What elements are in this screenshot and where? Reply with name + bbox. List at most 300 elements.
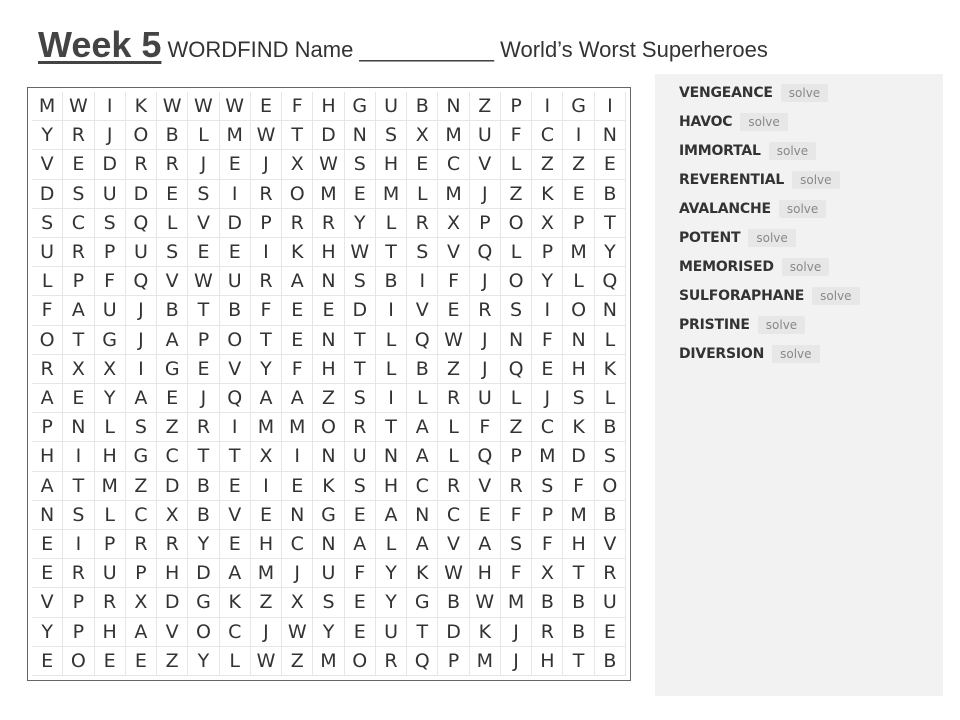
solve-button[interactable]: solve — [779, 200, 826, 218]
grid-cell[interactable]: O — [345, 647, 376, 676]
grid-cell[interactable]: D — [126, 180, 157, 209]
grid-cell[interactable]: O — [220, 326, 251, 355]
grid-cell[interactable]: M — [313, 180, 344, 209]
grid-cell[interactable]: W — [438, 559, 469, 588]
grid-cell[interactable]: B — [438, 588, 469, 617]
grid-cell[interactable]: C — [157, 442, 188, 471]
grid-cell[interactable]: R — [95, 588, 126, 617]
grid-cell[interactable]: P — [563, 209, 594, 238]
grid-cell[interactable]: G — [188, 588, 219, 617]
grid-cell[interactable]: L — [157, 209, 188, 238]
grid-cell[interactable]: F — [532, 326, 563, 355]
grid-cell[interactable]: E — [220, 530, 251, 559]
grid-cell[interactable]: W — [188, 267, 219, 296]
solve-button[interactable]: solve — [812, 287, 859, 305]
grid-cell[interactable]: T — [63, 472, 94, 501]
grid-cell[interactable]: Z — [157, 647, 188, 676]
grid-cell[interactable]: E — [407, 150, 438, 179]
grid-cell[interactable]: H — [563, 355, 594, 384]
grid-cell[interactable]: J — [501, 618, 532, 647]
grid-cell[interactable]: O — [595, 472, 626, 501]
grid-cell[interactable]: U — [220, 267, 251, 296]
grid-cell[interactable]: I — [282, 442, 313, 471]
grid-cell[interactable]: M — [501, 588, 532, 617]
grid-cell[interactable]: A — [251, 384, 282, 413]
grid-cell[interactable]: G — [345, 92, 376, 121]
grid-cell[interactable]: X — [95, 355, 126, 384]
grid-cell[interactable]: J — [251, 150, 282, 179]
grid-cell[interactable]: D — [95, 150, 126, 179]
grid-cell[interactable]: Z — [126, 472, 157, 501]
grid-cell[interactable]: Q — [407, 647, 438, 676]
grid-cell[interactable]: E — [345, 588, 376, 617]
grid-cell[interactable]: X — [282, 588, 313, 617]
grid-cell[interactable]: H — [563, 530, 594, 559]
grid-cell[interactable]: S — [532, 472, 563, 501]
grid-cell[interactable]: Z — [438, 355, 469, 384]
grid-cell[interactable]: S — [63, 501, 94, 530]
grid-cell[interactable]: S — [157, 238, 188, 267]
grid-cell[interactable]: Y — [95, 384, 126, 413]
grid-cell[interactable]: N — [501, 326, 532, 355]
grid-cell[interactable]: L — [501, 150, 532, 179]
grid-cell[interactable]: E — [32, 559, 63, 588]
grid-cell[interactable]: E — [220, 472, 251, 501]
grid-cell[interactable]: G — [95, 326, 126, 355]
grid-cell[interactable]: L — [407, 180, 438, 209]
grid-cell[interactable]: V — [220, 355, 251, 384]
grid-cell[interactable]: E — [532, 355, 563, 384]
grid-cell[interactable]: O — [126, 121, 157, 150]
grid-cell[interactable]: C — [438, 501, 469, 530]
grid-cell[interactable]: J — [188, 384, 219, 413]
grid-cell[interactable]: B — [188, 472, 219, 501]
grid-cell[interactable]: F — [501, 501, 532, 530]
grid-cell[interactable]: R — [126, 530, 157, 559]
grid-cell[interactable]: A — [345, 530, 376, 559]
grid-cell[interactable]: X — [251, 442, 282, 471]
grid-cell[interactable]: T — [282, 121, 313, 150]
grid-cell[interactable]: W — [313, 150, 344, 179]
grid-cell[interactable]: X — [282, 150, 313, 179]
grid-cell[interactable]: K — [407, 559, 438, 588]
grid-cell[interactable]: M — [313, 647, 344, 676]
grid-cell[interactable]: R — [251, 267, 282, 296]
grid-cell[interactable]: V — [438, 530, 469, 559]
grid-cell[interactable]: E — [251, 92, 282, 121]
grid-cell[interactable]: J — [470, 326, 501, 355]
grid-cell[interactable]: W — [251, 647, 282, 676]
solve-button[interactable]: solve — [772, 345, 819, 363]
grid-cell[interactable]: F — [32, 296, 63, 325]
grid-cell[interactable]: A — [32, 472, 63, 501]
grid-cell[interactable]: H — [95, 442, 126, 471]
grid-cell[interactable]: R — [345, 413, 376, 442]
grid-cell[interactable]: Q — [220, 384, 251, 413]
grid-cell[interactable]: E — [188, 355, 219, 384]
grid-cell[interactable]: B — [157, 121, 188, 150]
grid-cell[interactable]: F — [532, 530, 563, 559]
grid-cell[interactable]: P — [95, 530, 126, 559]
solve-button[interactable]: solve — [782, 258, 829, 276]
grid-cell[interactable]: P — [251, 209, 282, 238]
grid-cell[interactable]: X — [407, 121, 438, 150]
grid-cell[interactable]: H — [313, 355, 344, 384]
grid-cell[interactable]: L — [595, 384, 626, 413]
grid-cell[interactable]: V — [220, 501, 251, 530]
grid-cell[interactable]: I — [63, 530, 94, 559]
grid-cell[interactable]: E — [126, 647, 157, 676]
grid-cell[interactable]: D — [188, 559, 219, 588]
grid-cell[interactable]: B — [595, 180, 626, 209]
grid-cell[interactable]: T — [345, 326, 376, 355]
grid-cell[interactable]: I — [595, 92, 626, 121]
grid-cell[interactable]: M — [282, 413, 313, 442]
grid-cell[interactable]: W — [63, 92, 94, 121]
grid-cell[interactable]: L — [32, 267, 63, 296]
grid-cell[interactable]: E — [470, 501, 501, 530]
grid-cell[interactable]: P — [63, 588, 94, 617]
grid-cell[interactable]: V — [32, 150, 63, 179]
grid-cell[interactable]: S — [95, 209, 126, 238]
grid-cell[interactable]: O — [313, 413, 344, 442]
grid-cell[interactable]: F — [95, 267, 126, 296]
grid-cell[interactable]: F — [501, 559, 532, 588]
grid-cell[interactable]: Q — [595, 267, 626, 296]
grid-cell[interactable]: O — [282, 180, 313, 209]
grid-cell[interactable]: B — [595, 501, 626, 530]
grid-cell[interactable]: M — [438, 121, 469, 150]
grid-cell[interactable]: I — [376, 296, 407, 325]
grid-cell[interactable]: C — [532, 121, 563, 150]
grid-cell[interactable]: H — [376, 472, 407, 501]
grid-cell[interactable]: D — [157, 588, 188, 617]
grid-cell[interactable]: K — [563, 413, 594, 442]
grid-cell[interactable]: P — [470, 209, 501, 238]
grid-cell[interactable]: U — [470, 121, 501, 150]
grid-cell[interactable]: L — [501, 384, 532, 413]
grid-cell[interactable]: W — [220, 92, 251, 121]
grid-cell[interactable]: P — [501, 92, 532, 121]
grid-cell[interactable]: N — [313, 530, 344, 559]
grid-cell[interactable]: T — [63, 326, 94, 355]
grid-cell[interactable]: A — [157, 326, 188, 355]
grid-cell[interactable]: Y — [313, 618, 344, 647]
grid-cell[interactable]: E — [595, 618, 626, 647]
grid-cell[interactable]: R — [470, 296, 501, 325]
solve-button[interactable]: solve — [769, 142, 816, 160]
grid-cell[interactable]: C — [63, 209, 94, 238]
grid-cell[interactable]: J — [532, 384, 563, 413]
grid-cell[interactable]: V — [32, 588, 63, 617]
grid-cell[interactable]: K — [532, 180, 563, 209]
grid-cell[interactable]: C — [407, 472, 438, 501]
grid-cell[interactable]: Y — [188, 647, 219, 676]
grid-cell[interactable]: E — [282, 296, 313, 325]
grid-cell[interactable]: A — [407, 413, 438, 442]
grid-cell[interactable]: A — [407, 442, 438, 471]
grid-cell[interactable]: B — [595, 647, 626, 676]
grid-cell[interactable]: R — [188, 413, 219, 442]
grid-cell[interactable]: J — [126, 296, 157, 325]
grid-cell[interactable]: V — [157, 618, 188, 647]
grid-cell[interactable]: T — [595, 209, 626, 238]
grid-cell[interactable]: Y — [32, 121, 63, 150]
grid-cell[interactable]: F — [251, 296, 282, 325]
grid-cell[interactable]: E — [32, 647, 63, 676]
grid-cell[interactable]: E — [345, 180, 376, 209]
grid-cell[interactable]: G — [126, 442, 157, 471]
grid-cell[interactable]: C — [438, 150, 469, 179]
grid-cell[interactable]: Q — [407, 326, 438, 355]
grid-cell[interactable]: J — [470, 267, 501, 296]
grid-cell[interactable]: S — [376, 121, 407, 150]
grid-cell[interactable]: U — [376, 618, 407, 647]
grid-cell[interactable]: B — [157, 296, 188, 325]
grid-cell[interactable]: I — [251, 472, 282, 501]
grid-cell[interactable]: A — [126, 384, 157, 413]
grid-cell[interactable]: O — [188, 618, 219, 647]
grid-cell[interactable]: D — [220, 209, 251, 238]
grid-cell[interactable]: X — [532, 209, 563, 238]
grid-cell[interactable]: V — [595, 530, 626, 559]
grid-cell[interactable]: P — [32, 413, 63, 442]
grid-cell[interactable]: I — [563, 121, 594, 150]
grid-cell[interactable]: Q — [470, 238, 501, 267]
grid-cell[interactable]: A — [220, 559, 251, 588]
grid-cell[interactable]: P — [438, 647, 469, 676]
grid-cell[interactable]: N — [438, 92, 469, 121]
grid-cell[interactable]: N — [313, 442, 344, 471]
grid-cell[interactable]: R — [32, 355, 63, 384]
solve-button[interactable]: solve — [758, 316, 805, 334]
grid-cell[interactable]: U — [345, 442, 376, 471]
grid-cell[interactable]: A — [63, 296, 94, 325]
grid-cell[interactable]: S — [407, 238, 438, 267]
grid-cell[interactable]: U — [95, 180, 126, 209]
grid-cell[interactable]: B — [563, 618, 594, 647]
grid-cell[interactable]: P — [532, 501, 563, 530]
grid-cell[interactable]: P — [532, 238, 563, 267]
grid-cell[interactable]: Z — [282, 647, 313, 676]
grid-cell[interactable]: L — [438, 413, 469, 442]
grid-cell[interactable]: Y — [345, 209, 376, 238]
grid-cell[interactable]: M — [438, 180, 469, 209]
grid-cell[interactable]: X — [438, 209, 469, 238]
grid-cell[interactable]: N — [345, 121, 376, 150]
grid-cell[interactable]: R — [126, 150, 157, 179]
grid-cell[interactable]: M — [220, 121, 251, 150]
grid-cell[interactable]: J — [470, 355, 501, 384]
grid-cell[interactable]: E — [63, 384, 94, 413]
grid-cell[interactable]: P — [501, 442, 532, 471]
grid-cell[interactable]: R — [376, 647, 407, 676]
grid-cell[interactable]: R — [532, 618, 563, 647]
grid-cell[interactable]: L — [376, 326, 407, 355]
grid-cell[interactable]: X — [126, 588, 157, 617]
grid-cell[interactable]: U — [376, 92, 407, 121]
grid-cell[interactable]: P — [63, 618, 94, 647]
grid-cell[interactable]: B — [532, 588, 563, 617]
grid-cell[interactable]: L — [220, 647, 251, 676]
grid-cell[interactable]: S — [501, 530, 532, 559]
grid-cell[interactable]: T — [563, 559, 594, 588]
grid-cell[interactable]: S — [313, 588, 344, 617]
grid-cell[interactable]: T — [563, 647, 594, 676]
grid-cell[interactable]: Q — [501, 355, 532, 384]
grid-cell[interactable]: I — [532, 92, 563, 121]
grid-cell[interactable]: E — [345, 501, 376, 530]
grid-cell[interactable]: J — [470, 180, 501, 209]
grid-cell[interactable]: F — [282, 355, 313, 384]
grid-cell[interactable]: J — [126, 326, 157, 355]
grid-cell[interactable]: N — [313, 267, 344, 296]
grid-cell[interactable]: S — [345, 267, 376, 296]
grid-cell[interactable]: Z — [251, 588, 282, 617]
grid-cell[interactable]: E — [157, 384, 188, 413]
grid-cell[interactable]: T — [220, 442, 251, 471]
grid-cell[interactable]: S — [63, 180, 94, 209]
grid-cell[interactable]: A — [126, 618, 157, 647]
grid-cell[interactable]: M — [563, 501, 594, 530]
grid-cell[interactable]: S — [188, 180, 219, 209]
grid-cell[interactable]: T — [345, 355, 376, 384]
grid-cell[interactable]: E — [282, 326, 313, 355]
grid-cell[interactable]: L — [438, 442, 469, 471]
grid-cell[interactable]: A — [407, 530, 438, 559]
grid-cell[interactable]: A — [282, 384, 313, 413]
grid-cell[interactable]: I — [95, 92, 126, 121]
grid-cell[interactable]: I — [407, 267, 438, 296]
grid-cell[interactable]: U — [95, 296, 126, 325]
grid-cell[interactable]: R — [282, 209, 313, 238]
grid-cell[interactable]: S — [345, 150, 376, 179]
grid-cell[interactable]: R — [251, 180, 282, 209]
grid-cell[interactable]: U — [95, 559, 126, 588]
grid-cell[interactable]: V — [188, 209, 219, 238]
grid-cell[interactable]: J — [95, 121, 126, 150]
grid-cell[interactable]: P — [188, 326, 219, 355]
grid-cell[interactable]: D — [157, 472, 188, 501]
grid-cell[interactable]: K — [282, 238, 313, 267]
grid-cell[interactable]: L — [376, 355, 407, 384]
grid-cell[interactable]: Y — [32, 618, 63, 647]
grid-cell[interactable]: X — [157, 501, 188, 530]
grid-cell[interactable]: F — [438, 267, 469, 296]
grid-cell[interactable]: D — [438, 618, 469, 647]
grid-cell[interactable]: R — [595, 559, 626, 588]
solve-button[interactable]: solve — [740, 113, 787, 131]
grid-cell[interactable]: U — [595, 588, 626, 617]
grid-cell[interactable]: H — [313, 238, 344, 267]
grid-cell[interactable]: W — [438, 326, 469, 355]
grid-cell[interactable]: D — [32, 180, 63, 209]
grid-cell[interactable]: Q — [126, 209, 157, 238]
grid-cell[interactable]: T — [376, 413, 407, 442]
grid-cell[interactable]: H — [95, 618, 126, 647]
grid-cell[interactable]: E — [32, 530, 63, 559]
grid-cell[interactable]: D — [563, 442, 594, 471]
solve-button[interactable]: solve — [792, 171, 839, 189]
grid-cell[interactable]: A — [32, 384, 63, 413]
grid-cell[interactable]: N — [595, 296, 626, 325]
grid-cell[interactable]: E — [251, 501, 282, 530]
grid-cell[interactable]: L — [563, 267, 594, 296]
grid-cell[interactable]: E — [63, 150, 94, 179]
grid-cell[interactable]: V — [470, 472, 501, 501]
grid-cell[interactable]: E — [313, 296, 344, 325]
grid-cell[interactable]: Y — [188, 530, 219, 559]
grid-cell[interactable]: M — [376, 180, 407, 209]
grid-cell[interactable]: B — [220, 296, 251, 325]
grid-cell[interactable]: G — [157, 355, 188, 384]
grid-cell[interactable]: R — [407, 209, 438, 238]
grid-cell[interactable]: C — [282, 530, 313, 559]
grid-cell[interactable]: N — [63, 413, 94, 442]
grid-cell[interactable]: X — [532, 559, 563, 588]
grid-cell[interactable]: W — [188, 92, 219, 121]
grid-cell[interactable]: W — [251, 121, 282, 150]
grid-cell[interactable]: Q — [470, 442, 501, 471]
grid-cell[interactable]: R — [63, 238, 94, 267]
grid-cell[interactable]: M — [95, 472, 126, 501]
grid-cell[interactable]: E — [220, 238, 251, 267]
grid-cell[interactable]: V — [157, 267, 188, 296]
grid-cell[interactable]: K — [470, 618, 501, 647]
grid-cell[interactable]: J — [188, 150, 219, 179]
grid-cell[interactable]: G — [407, 588, 438, 617]
grid-cell[interactable]: E — [563, 180, 594, 209]
grid-cell[interactable]: A — [376, 501, 407, 530]
grid-cell[interactable]: K — [595, 355, 626, 384]
grid-cell[interactable]: I — [376, 384, 407, 413]
grid-cell[interactable]: E — [345, 618, 376, 647]
grid-cell[interactable]: K — [313, 472, 344, 501]
grid-cell[interactable]: I — [251, 238, 282, 267]
grid-cell[interactable]: B — [376, 267, 407, 296]
grid-cell[interactable]: V — [407, 296, 438, 325]
grid-cell[interactable]: B — [595, 413, 626, 442]
grid-cell[interactable]: H — [376, 150, 407, 179]
grid-cell[interactable]: J — [251, 618, 282, 647]
grid-cell[interactable]: N — [282, 501, 313, 530]
grid-cell[interactable]: U — [470, 384, 501, 413]
grid-cell[interactable]: S — [345, 472, 376, 501]
grid-cell[interactable]: M — [532, 442, 563, 471]
grid-cell[interactable]: E — [220, 150, 251, 179]
grid-cell[interactable]: O — [32, 326, 63, 355]
grid-cell[interactable]: E — [595, 150, 626, 179]
grid-cell[interactable]: R — [501, 472, 532, 501]
grid-cell[interactable]: T — [251, 326, 282, 355]
grid-cell[interactable]: F — [563, 472, 594, 501]
grid-cell[interactable]: Z — [470, 92, 501, 121]
grid-cell[interactable]: R — [157, 150, 188, 179]
grid-cell[interactable]: D — [345, 296, 376, 325]
grid-cell[interactable]: R — [63, 559, 94, 588]
grid-cell[interactable]: B — [407, 92, 438, 121]
grid-cell[interactable]: E — [95, 647, 126, 676]
grid-cell[interactable]: Y — [532, 267, 563, 296]
grid-cell[interactable]: F — [470, 413, 501, 442]
solve-button[interactable]: solve — [748, 229, 795, 247]
grid-cell[interactable]: L — [407, 384, 438, 413]
grid-cell[interactable]: H — [313, 92, 344, 121]
grid-cell[interactable]: T — [188, 296, 219, 325]
grid-cell[interactable]: M — [32, 92, 63, 121]
grid-cell[interactable]: N — [376, 442, 407, 471]
grid-cell[interactable]: Y — [376, 588, 407, 617]
